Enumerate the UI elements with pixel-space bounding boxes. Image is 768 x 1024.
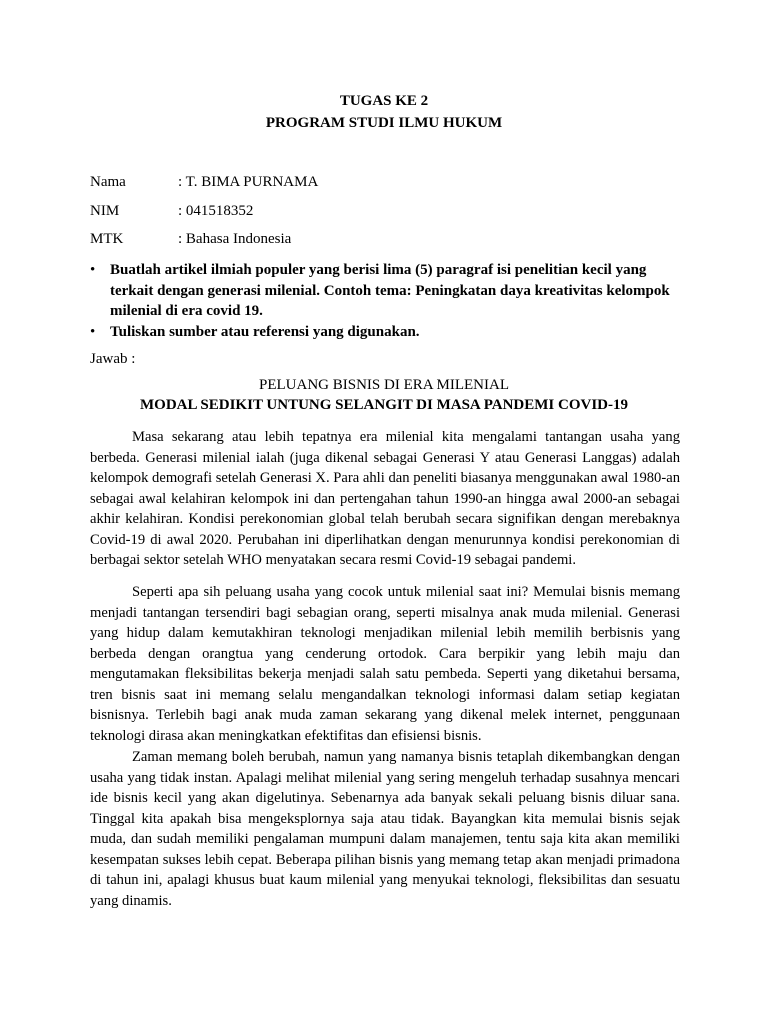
identity-label: NIM [90,203,120,219]
task-list [90,260,686,342]
identity-label: MTK [90,231,124,247]
task-text: Tuliskan sumber atau referensi yang digunakan. [110,323,420,340]
program-title: PROGRAM STUDI ILMU HUKUM [265,115,503,131]
task-item [90,322,686,343]
identity-row-nim [90,201,253,221]
identity-value: : Bahasa Indonesia [178,231,292,247]
identity-value: : T. BIMA PURNAMA [178,174,319,190]
identity-row-name [90,172,318,192]
bullet-icon: • [90,323,96,340]
article-paragraph: Seperti apa sih peluang usaha yang cocok untuk milenial saat ini? Memulai bisnis memang menjadi tantangan tersendiri bagi sebagian orang, seperti misalnya anak muda milenial. Generasi yang hidup dalam kemutakhiran teknologi menjadikan milenial lebih memilih berbisnis yang berbeda dengan orangtua yang cenderung ortodok. Cara berpikir yang lebih maju dan mengutamakan fleksibilitas bekerja menjadi salah satu pembeda. Seperti yang diketahui bersama, tren bisnis saat ini memang selalu mengandalkan teknologi informasi dalam setiap kegiatan bisnisnya. Terlebih bagi anak muda zaman sekarang yang dikenal melek internet, penggunaan teknologi dirasa akan meningkatkan efektifitas dan efisiensi bisnis. [90,584,680,744]
article-paragraph: Masa sekarang atau lebih tepatnya era milenial kita mengalami tantangan usaha yang berbeda. Generasi milenial ialah (juga dikenal sebagai Generasi Y atau Generasi Langgas) adalah kelompok demografi setelah Generasi X. Para ahli dan peneliti biasanya menggunakan awal 1980-an sebagai awal kelahiran kelompok ini dan pertengahan tahun 1990-an hingga awal 2000-an sebagai akhir kelahiran. Kondisi perekonomian global telah berubah secara signifikan dengan merebaknya Covid-19 di awal 2020. Perubahan ini diperlihatkan dengan menurunnya kondisi perekonomian di berbagai sektor setelah WHO menyatakan secara resmi Covid-19 sebagai pandemi. [90,429,680,569]
bullet-icon: • [90,262,96,278]
identity-label: Nama [90,174,126,190]
task-item [90,260,686,322]
article-title: PELUANG BISNIS DI ERA MILENIAL [259,377,509,393]
task-text: Buatlah artikel ilmiah populer yang berisi lima (5) paragraf isi penelitian kecil yang terkait dengan generasi milenial. Contoh tema: Peningkatan daya kreativitas kelompok milenial di era covid 19. [110,262,670,319]
identity-row-course [90,229,291,249]
article-paragraph: Zaman memang boleh berubah, namun yang namanya bisnis tetaplah dikembangkan dengan usaha yang tidak instan. Apalagi melihat milenial yang sering mengeluh terhadap susahnya mencari ide bisnis kecil yang akan digelutinya. Sebenarnya ada banyak sekali peluang bisnis diluar sana. Tinggal kita apakah bisa mengeksplornya saja atau tidak. Bayangkan kita memulai bisnis sejak muda, dan sudah memiliki pengalaman mumpuni dalam manajemen, tentu saja kita akan memiliki kesempatan sukses lebih cepat. Beberapa pilihan bisnis yang memang tetap akan menjadi primadona di tahun ini, apalagi khusus buat kaum milenial yang menyukai teknologi, fleksibilitas dan sesuatu yang dinamis. [90,749,680,909]
article-subtitle: MODAL SEDIKIT UNTUNG SELANGIT DI MASA PANDEMI COVID-19 [140,397,628,413]
answer-label: Jawab : [90,351,136,367]
assignment-title: TUGAS KE 2 [339,93,429,109]
identity-value: : 041518352 [178,203,254,219]
